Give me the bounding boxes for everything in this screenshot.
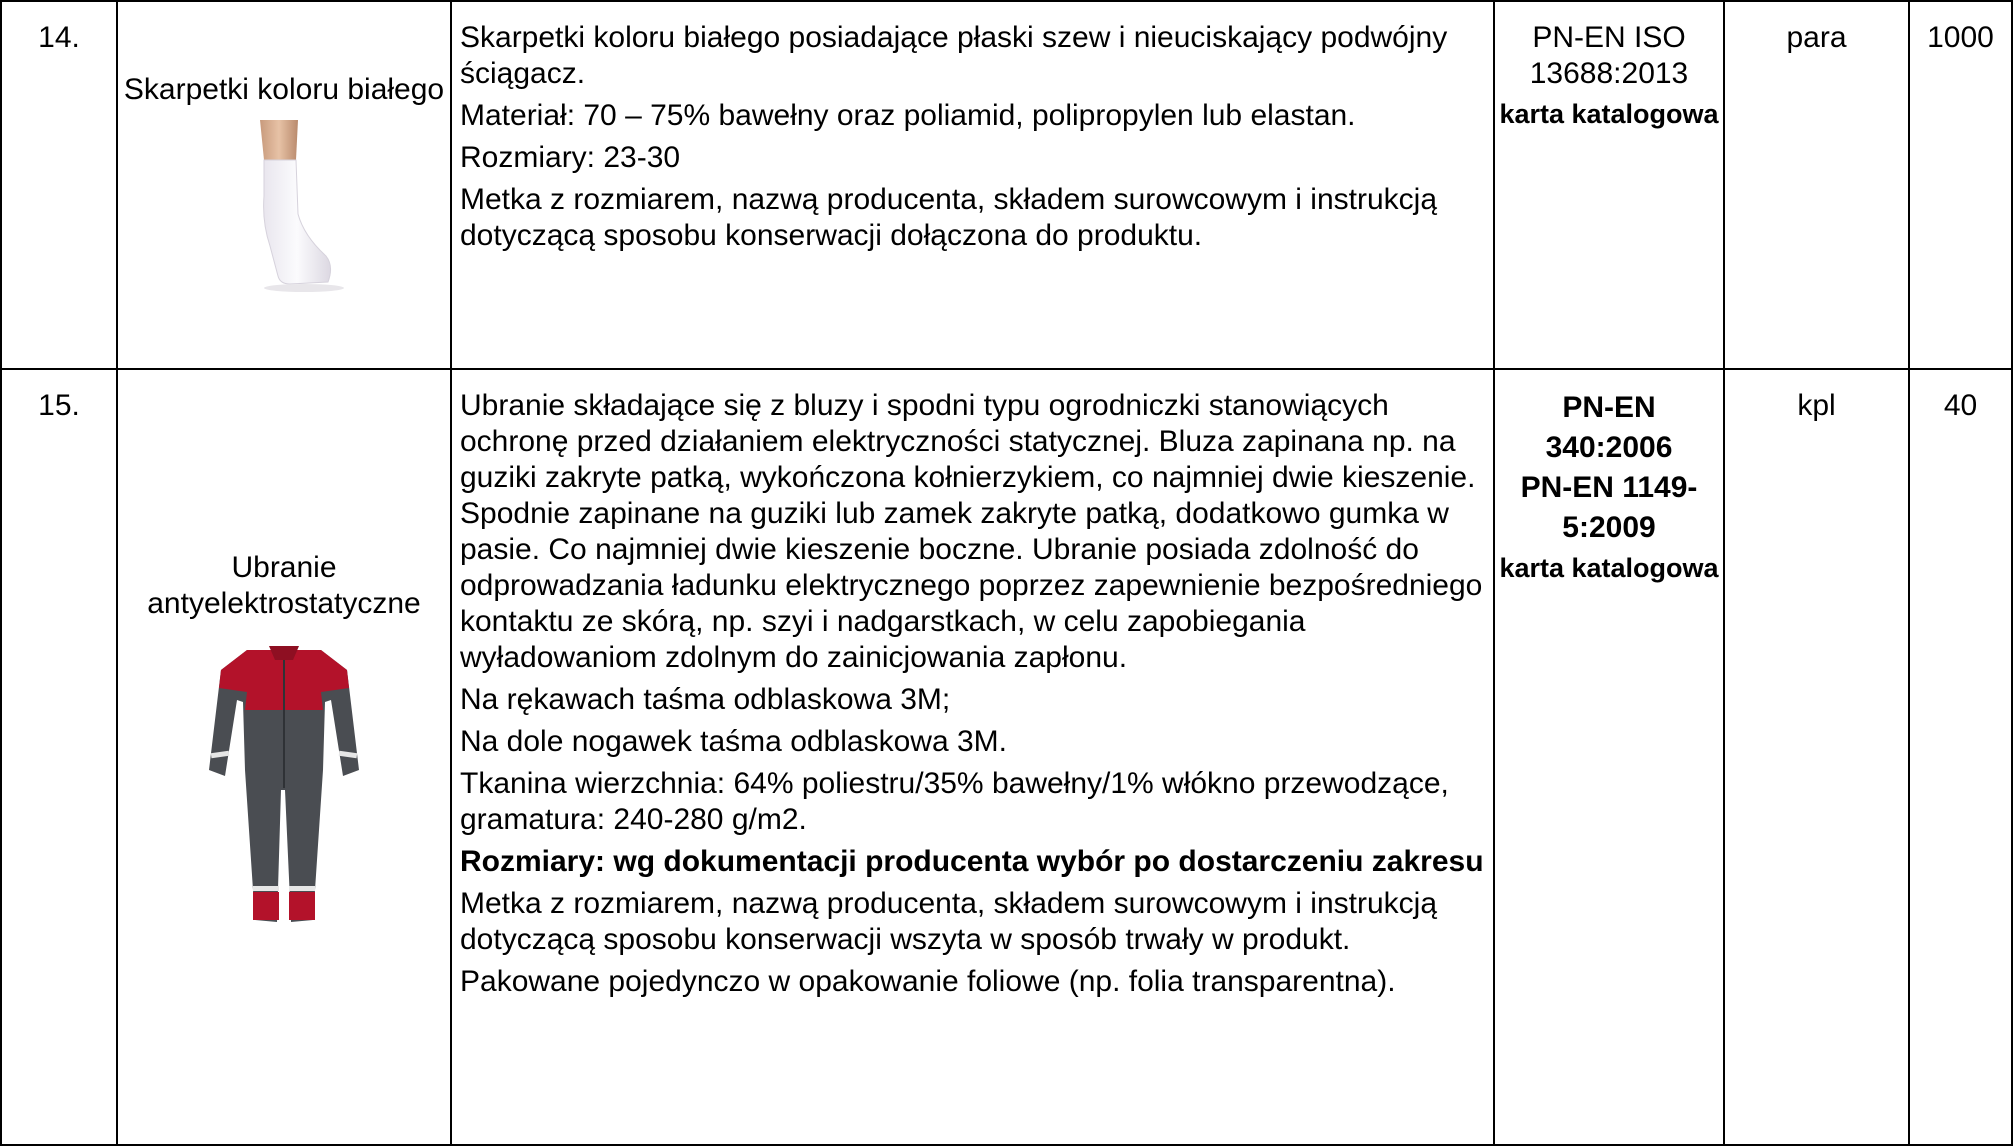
sizes-paragraph: Rozmiary: wg dokumentacji producenta wybór po dostarczeniu zakresu: [460, 845, 1484, 878]
item-unit: para: [1786, 21, 1847, 54]
table-row: [1, 1, 2012, 369]
table-row: [1, 369, 2012, 1145]
item-quantity: 40: [1943, 389, 1978, 422]
description-paragraph: Metka z rozmiarem, nazwą producenta, składem surowcowym i instrukcją dotyczącą sposobu konserwacji dołączona do produktu.: [460, 183, 1438, 252]
item-standard-cell: [1494, 1, 1724, 369]
item-description-cell: [451, 369, 1494, 1145]
item-name: Skarpetki koloru białego: [123, 73, 445, 106]
item-quantity-cell: [1909, 1, 2012, 369]
description-paragraph: Na rękawach taśma odblaskowa 3M;: [460, 683, 951, 716]
item-unit: kpl: [1797, 389, 1836, 422]
catalog-card-label: karta katalogowa: [1499, 553, 1719, 583]
item-unit-cell: [1724, 369, 1909, 1145]
description-paragraph: Materiał: 70 – 75% bawełny oraz poliamid, polipropylen lub elastan.: [460, 99, 1356, 132]
item-standard-cell: [1494, 369, 1724, 1145]
antistatic-coverall-image: [209, 630, 359, 930]
item-quantity: 1000: [1927, 21, 1994, 54]
standard-text: PN-EN 340:2006: [1545, 391, 1673, 464]
description-paragraph: Ubranie składające się z bluzy i spodni typu ogrodniczki stanowiących ochronę przed działaniem elektryczności statycznej. Bluza zapinana np. na guziki zakryte patką, wykończona kołnierzykiem, co najmniej dwie kieszenie. Spodnie zapinane na guziki lub zamek zakryte patką, dodatkowo gumka w pasie. Co najmniej dwie kieszenie boczne. Ubranie posiada zdolność do odprowadzania ładunku elektrycznego poprzez zapewnienie bezpośredniego kontaktu ze skórą, np. szyi i nadgarstkach, w celu zapobiegania wyładowaniom zdolnym do zainicjowania zapłonu.: [460, 389, 1483, 674]
item-quantity-cell: [1909, 369, 2012, 1145]
description-paragraph: Tkanina wierzchnia: 64% poliestru/35% bawełny/1% włókno przewodzące, gramatura: 240-280 g/m2.: [460, 767, 1449, 836]
item-number-cell: [1, 1, 117, 369]
description-paragraph: Rozmiary: 23-30: [460, 141, 681, 174]
item-number-cell: [1, 369, 117, 1145]
item-description-cell: [451, 1, 1494, 369]
item-name-cell: [117, 1, 451, 369]
description-paragraph: Skarpetki koloru białego posiadające płaski szew i nieuciskający podwójny ściągacz.: [460, 21, 1448, 90]
item-name-cell: [117, 369, 451, 1145]
item-unit-cell: [1724, 1, 1909, 369]
description-paragraph: Metka z rozmiarem, nazwą producenta, składem surowcowym i instrukcją dotyczącą sposobu konserwacji wszyta w sposób trwały w produkt.: [460, 887, 1438, 956]
standard-text: PN-EN ISO: [1532, 21, 1686, 54]
description-paragraph: Na dole nogawek taśma odblaskowa 3M.: [460, 725, 1007, 758]
standard-text: PN-EN 1149-5:2009: [1520, 471, 1698, 544]
item-name: Ubranie antyelektrostatyczne: [147, 551, 421, 620]
catalog-card-label: karta katalogowa: [1499, 99, 1719, 129]
white-sock-image: [224, 116, 344, 296]
standard-text: 13688:2013: [1529, 57, 1689, 90]
description-paragraph: Pakowane pojedynczo w opakowanie foliowe (np. folia transparentna).: [460, 965, 1396, 998]
item-number: 14.: [38, 21, 80, 54]
item-number: 15.: [38, 389, 80, 422]
